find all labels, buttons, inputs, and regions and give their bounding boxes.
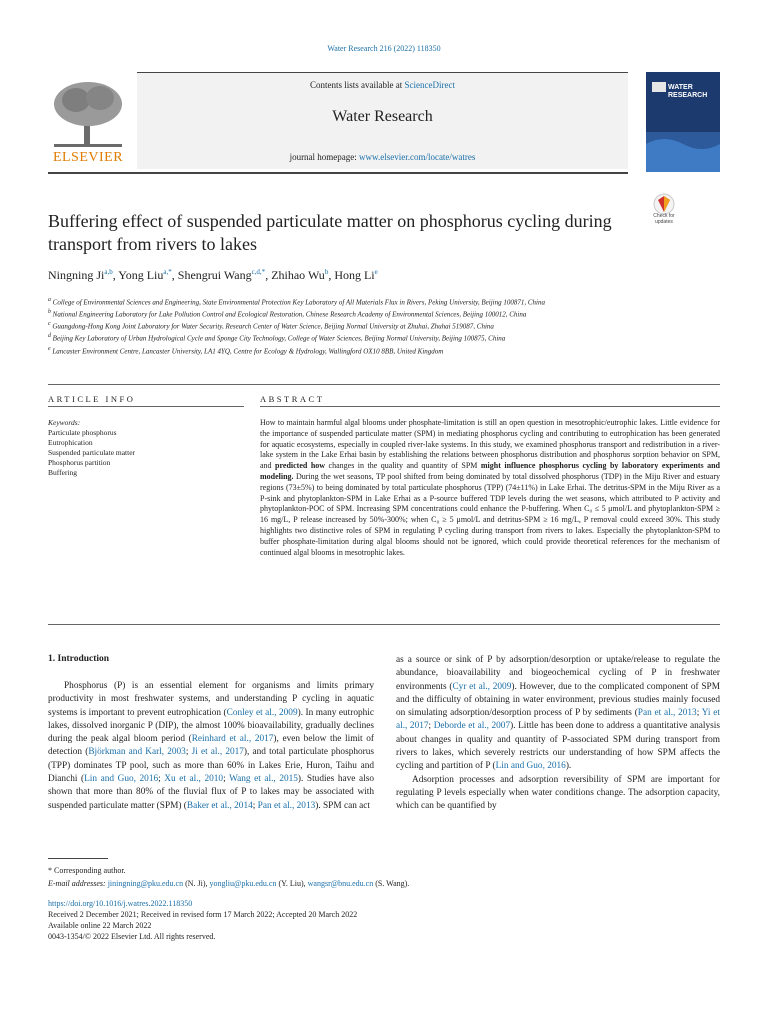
abstract-bottom-rule: [48, 624, 720, 625]
affiliation: $^a$ College of Environmental Sciences and Engineering, State Environmental Protection Key Laboratory of All Materials Flux in Rivers, Peking University, Beijing 100871, China: [48, 297, 545, 307]
journal-homepage-line: [137, 152, 628, 162]
body-text: ). However, due to the complicated component of SPM and the difficulty of obtaining in water environment, previous studies mainly focused on simulating adsorption/desorption process of P by sediments (: [396, 681, 720, 719]
section-rule: [48, 384, 720, 385]
intro-column-right: [396, 654, 720, 814]
citation-link[interactable]: Conley et al., 2009: [226, 707, 298, 718]
citation-link[interactable]: Lin and Guo, 2016: [84, 774, 159, 785]
author-affil-sup[interactable]: e: [374, 268, 378, 276]
keyword: Eutrophication: [48, 438, 93, 447]
body-text: ;: [185, 747, 192, 758]
citation-link[interactable]: Pan et al., 2013: [637, 708, 697, 719]
intro-paragraph: [396, 654, 720, 774]
email-link[interactable]: yongliu@pku.edu.cn: [209, 879, 277, 888]
section-heading-introduction: 1. Introduction: [48, 654, 110, 664]
contents-line: [137, 80, 628, 90]
keyword: Buffering: [48, 468, 78, 477]
citation-link[interactable]: Deborde et al., 2007: [433, 721, 511, 732]
abstract-heading: ABSTRACT: [260, 394, 325, 404]
keywords-block: [48, 418, 248, 478]
citation-link[interactable]: Cyr et al., 2009: [452, 681, 512, 692]
email-label: E-mail addresses:: [48, 879, 108, 888]
affiliation: $^e$ Lancaster Environment Centre, Lancaster University, LA1 4YQ, Centre for Ecology & Hydrology, Wallingford OX10 8BB, United Kingdom: [48, 345, 444, 355]
author[interactable]: Ningning Ji: [48, 268, 105, 282]
author[interactable]: Shengrui Wang: [177, 268, 252, 282]
article-info-heading: ARTICLE INFO: [48, 394, 136, 404]
author-affil-sup[interactable]: a,*: [163, 268, 172, 276]
body-text: ;: [252, 800, 258, 811]
footnotes: [48, 864, 708, 890]
abstract-rule: [260, 406, 720, 407]
citation-link[interactable]: Lin and Guo, 2016: [495, 761, 566, 772]
body-text: ), and total particulate phosphorus (TPP) dominates TP pool, such as more than 60% in Lakes Erie, Huron, Taihu and Dianchi (: [48, 747, 374, 785]
footnote-rule: [48, 858, 108, 859]
citation-link[interactable]: Yi et al., 2017: [396, 708, 720, 732]
author-affil-sup[interactable]: a,b: [104, 268, 113, 276]
copyright: 0043-1354/© 2022 Elsevier Ltd. All rights reserved.: [48, 932, 216, 941]
article-history: [48, 898, 708, 942]
homepage-link[interactable]: www.elsevier.com/locate/watres: [359, 152, 476, 162]
citation-link[interactable]: Reinhard et al., 2017: [191, 734, 274, 745]
body-text: ;: [428, 721, 434, 732]
email-link[interactable]: wangsr@bnu.edu.cn: [307, 879, 374, 888]
check-for-updates-icon[interactable]: [646, 192, 682, 232]
body-text: ), even below the limit of detection (: [48, 734, 375, 758]
sciencedirect-link[interactable]: ScienceDirect: [404, 80, 455, 90]
body-text: ). Studies have also shown that more than 80% of the fluvial flux of P to lakes may be associated with suspended particulate matter (SPM) (: [48, 774, 374, 811]
affiliation: $^d$ Beijing Key Laboratory of Urban Hydrological Cycle and Sponge City Technology, College of Water Sciences, Beijing Normal University, Beijing 100875, China: [48, 333, 506, 343]
body-text: ). SPM can act: [315, 800, 371, 811]
author[interactable]: Hong Li: [334, 268, 375, 282]
citation-link[interactable]: Xu et al., 2010: [164, 774, 224, 785]
intro-column-left: [48, 680, 374, 813]
author-list: Ningning Ji$^{a,b}$, Yong Liu$^{a,*}$, Shengrui Wang$^{c,d,*}$, Zhihao Wu$^b$, Hong Li$^e$: [48, 268, 378, 282]
keyword: Phosphorus partition: [48, 458, 111, 467]
citation-link[interactable]: Pan et al., 2013: [257, 800, 316, 811]
keywords-label: Keywords:: [48, 418, 81, 427]
journal-title: Water Research: [332, 108, 433, 125]
body-text: Phosphorus (P) is an essential element for organisms and limits primary productivity in most freshwater systems, and understanding P cycling in aquatic systems is important to prevent eutrophication (: [48, 681, 374, 718]
cover-title: WATER RESEARCH: [668, 84, 708, 99]
publisher-wordmark: ELSEVIER: [52, 150, 124, 165]
citation-link[interactable]: Wang et al., 2015: [229, 774, 298, 785]
body-text: ;: [158, 774, 165, 785]
body-text: ;: [696, 708, 702, 719]
citation-link[interactable]: Baker et al., 2014: [186, 800, 253, 811]
available-online: Available online 22 March 2022: [48, 921, 152, 930]
body-text: ). In many eutrophic lakes, dissolved inorganic P (DIP), the almost 100% bioavailability, gradually declines during the peak algal bloom period (: [48, 707, 374, 745]
intro-paragraph: [48, 680, 374, 813]
contents-prefix: Contents lists available at: [310, 80, 405, 90]
header-rule: [48, 172, 628, 174]
email-link[interactable]: jiningning@pku.edu.cn: [107, 879, 184, 888]
body-text: ). Little has been done to address a quantitative analysis about changes in quality and quantity of P-associated SPM during transport from rivers to lakes, which severely restricts our understanding of how SPM affects the cycling and partition of P (: [396, 721, 720, 772]
keyword: Suspended particulate matter: [48, 448, 136, 457]
citation-link[interactable]: Björkman and Karl, 2003: [88, 747, 186, 758]
email-line: E-mail addresses: jiningning@pku.edu.cn (N. Ji), yongliu@pku.edu.cn (Y. Liu), wangsr@bnu.edu.cn (S. Wang).: [48, 879, 410, 888]
check-for-updates-label: Check for updates: [653, 213, 675, 225]
affiliation: $^c$ Guangdong-Hong Kong Joint Laboratory for Water Security, Research Center of Water Science, Beijing Normal University at Zhuhai, Zhuhai 519087, China: [48, 321, 494, 331]
author[interactable]: Yong Liu: [118, 268, 164, 282]
article-info-rule: [48, 406, 244, 407]
abstract-text: How to maintain harmful algal blooms under phosphate-limitation is still an open question in mesotrophic/eutrophic lakes. Little evidence for the importance of suspended particulate matter (SPM) in mediating phosphorus cycling and contributing to eutrophication has been generated for aquatic ecosystems, especially in coupled river-lake systems. In this study, we examined phosphorus transport and redistribution in a river-lake system in the Lake Erhai basin by establishing the relations between phosphorus distribution and phosphorus sorption behavior on SPM, and predicted how changes in the quality and quantity of SPM might influence phosphorus cycling by laboratory experiments and modeling. During the wet seasons, TP pool shifted from being dominated by total dissolved phosphorus (TDP) in the Miju River and estuary regions (73±5%) to being dominated by total particulate phosphorus (TPP) (74±11%) in Lake Erhai. The detritus-SPM in the Miju River as a P-sink and phytoplankton-SPM in Lake Erhai as a P-source buffered TDP levels during the wet seasons, which attributed to P activity and phytoplankton-POC of SPM. Increasing SPM concentrations could enhance the P-buffering. When C₀ ≤ 5 μmol/L and phytoplankton-SPM ≥ 16 mg/L, P release increased by 50%-300%; when C₀ ≥ 5 μmol/L and detritus-SPM ≥ 16 mg/L, P removal could exceed 30%. This study highlights two distinctive roles of SPM in regulating P cycling during transport from rivers to lakes. Especially the phytoplankton-SPM to buffer phosphate-limitation during algal blooms should not be ignored, which could provide theoretical references for the mechanism of continued algal blooms in mesotrophic lakes.: [260, 418, 720, 557]
author[interactable]: Zhihao Wu: [271, 268, 325, 282]
keyword: Particulate phosphorus: [48, 428, 117, 437]
author-affil-sup[interactable]: b: [324, 268, 329, 276]
received-dates: Received 2 December 2021; Received in revised form 17 March 2022; Accepted 20 March 2022: [48, 910, 358, 919]
journal-citation[interactable]: Water Research 216 (2022) 118350: [327, 44, 441, 53]
affiliation-list: [48, 296, 688, 357]
body-text: ;: [223, 774, 230, 785]
homepage-prefix: journal homepage:: [289, 152, 360, 162]
author-affil-sup[interactable]: c,d,*: [251, 268, 266, 276]
article-title: Buffering effect of suspended particulate matter on phosphorus cycling during transport from rivers to lakes: [48, 211, 612, 254]
body-text: ).: [565, 761, 572, 772]
citation-link[interactable]: Ji et al., 2017: [191, 747, 244, 758]
affiliation: $^b$ National Engineering Laboratory for Lake Pollution Control and Ecological Restoration, Chinese Research Academy of Environmental Sciences, Beijing 100012, China: [48, 309, 527, 319]
doi-link[interactable]: https://doi.org/10.1016/j.watres.2022.118350: [48, 899, 193, 908]
corresponding-author-note: * Corresponding author.: [48, 866, 126, 875]
body-text: as a source or sink of P by adsorption/desorption or uptake/release to regulate the abundance, bioavailability and biogeochemical cycling of P in freshwater environments (: [396, 655, 720, 692]
intro-paragraph: Adsorption processes and adsorption reversibility of SPM are important for regulating P levels especially when water conditions change. The adsorption capacity, which can be quantified by: [396, 774, 720, 812]
